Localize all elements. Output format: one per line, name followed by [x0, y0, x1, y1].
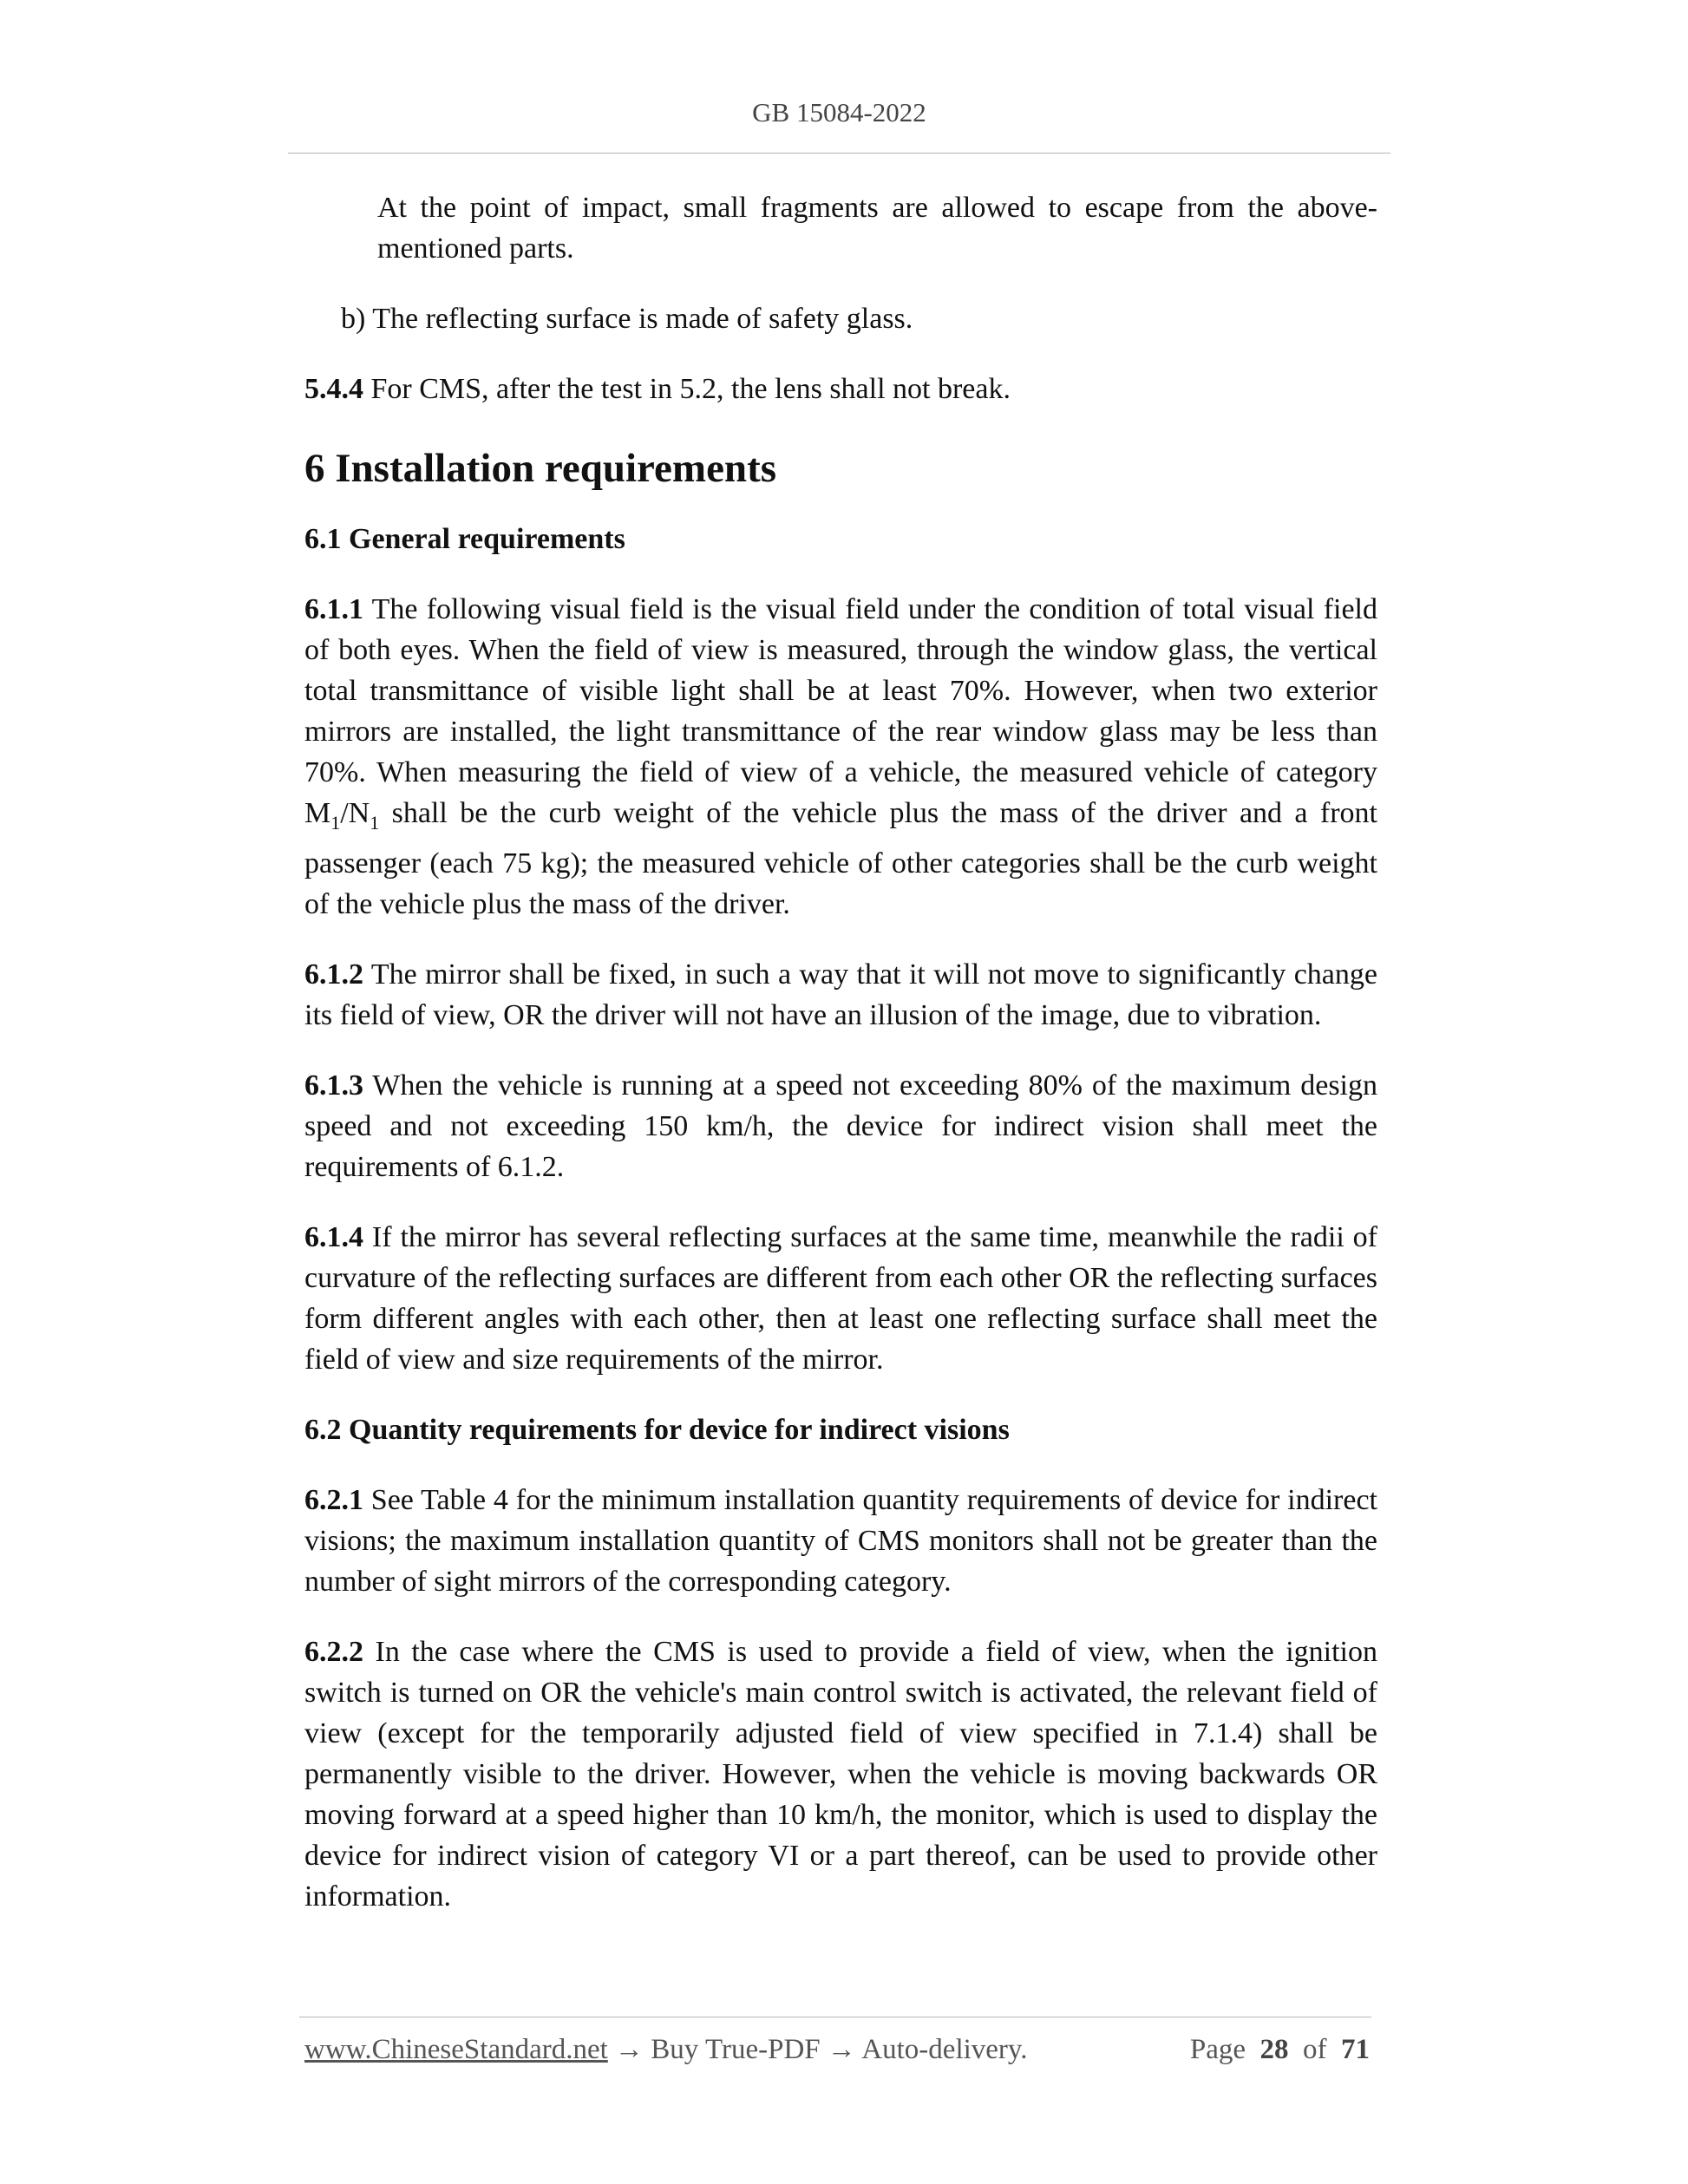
subscript: 1 — [370, 811, 380, 834]
page-content — [304, 187, 1377, 1917]
clause-number: 6.2.2 — [304, 1635, 363, 1668]
clause-5-4-4 — [304, 369, 1377, 409]
total-pages: 71 — [1341, 2034, 1370, 2065]
promo-text: → Buy True-PDF → Auto-delivery. — [607, 2034, 1028, 2065]
section-6-title: 6 Installation requirements — [304, 446, 777, 491]
clause-number: 6.1.4 — [304, 1220, 363, 1253]
website-link[interactable]: www.ChineseStandard.net — [304, 2034, 608, 2065]
clause-number: 6.1.3 — [304, 1069, 363, 1102]
clause-text: If the mirror has several reflecting surfaces at the same time, meanwhile the radii of curvature of the reflecting surfaces are different from each other OR the reflecting surfaces form different angles with each other, then at least one reflecting surface shall meet the field of view and size requirements of the mirror. — [304, 1220, 1377, 1376]
section-6-2-title: 6.2 Quantity requirements for device for indirect visions — [304, 1413, 1010, 1446]
clause-6-1-4 — [304, 1217, 1377, 1380]
clause-text: In the case where the CMS is used to provide a field of view, when the ignition switch is turned on OR the vehicle's main control switch is activated, the relevant field of view (except for the temporarily adjusted field of view specified in 7.1.4) shall be permanently visible to the driver. However, when the vehicle is moving backwards OR moving forward at a speed higher than 10 km/h, the monitor, which is used to display the device for indirect vision of category VI or a part thereof, can be used to provide other information. — [304, 1635, 1377, 1913]
footer-promo — [304, 2034, 1028, 2066]
clause-number: 5.4.4 — [304, 373, 363, 405]
clause-text: When the vehicle is running at a speed not exceeding 80% of the maximum design speed and not exceeding 150 km/h, the device for indirect vision shall meet the requirements of 6.1.2. — [304, 1069, 1377, 1183]
subscript: 1 — [330, 811, 341, 834]
section-6-1-title: 6.1 General requirements — [304, 523, 625, 555]
item-b: b) The reflecting surface is made of safety glass. — [341, 303, 913, 335]
clause-text: /N — [340, 797, 370, 829]
clause-6-2-2 — [304, 1631, 1377, 1917]
clause-text: The following visual field is the visual field under the condition of total visual field of both eyes. When the field of view is measured, through the window glass, the vertical total transmittance of visible light shall be at least 70%. However, when two exterior mirrors are installed, the light transmittance of the rear window glass may be less than 70%. When measuring the field of view of a vehicle, the measured vehicle of category M — [304, 593, 1377, 829]
clause-6-2-1 — [304, 1480, 1377, 1602]
clause-number: 6.1.1 — [304, 593, 363, 625]
header-divider — [288, 153, 1390, 154]
clause-6-1-3 — [304, 1065, 1377, 1187]
clause-text: See Table 4 for the minimum installation quantity requirements of device for indirect visions; the maximum installation quantity of CMS monitors shall not be greater than the number of sight mirrors of the corresponding category. — [304, 1483, 1377, 1598]
document-header: GB 15084-2022 — [752, 97, 926, 128]
clause-text: shall be the curb weight of the vehicle plus the mass of the driver and a front passenger (each 75 kg); the measured vehicle of other categories shall be the curb weight of the vehicle plus the mass of the driver. — [304, 797, 1377, 920]
clause-number: 6.1.2 — [304, 958, 363, 991]
clause-text: The mirror shall be fixed, in such a way that it will not move to significantly change its field of view, OR the driver will not have an illusion of the image, due to vibration. — [304, 958, 1377, 1031]
clause-6-1-1 — [304, 589, 1377, 925]
clause-text: For CMS, after the test in 5.2, the lens shall not break. — [363, 373, 1011, 405]
clause-number: 6.2.1 — [304, 1483, 363, 1516]
page-number: 28 — [1259, 2034, 1289, 2065]
of-label: of — [1303, 2034, 1327, 2065]
impact-note: At the point of impact, small fragments are allowed to escape from the above-mentioned parts. — [377, 192, 1377, 265]
page-indicator — [1190, 2034, 1370, 2066]
clause-6-1-2 — [304, 954, 1377, 1036]
page-footer — [304, 2034, 1370, 2066]
page-label: Page — [1189, 2034, 1246, 2065]
